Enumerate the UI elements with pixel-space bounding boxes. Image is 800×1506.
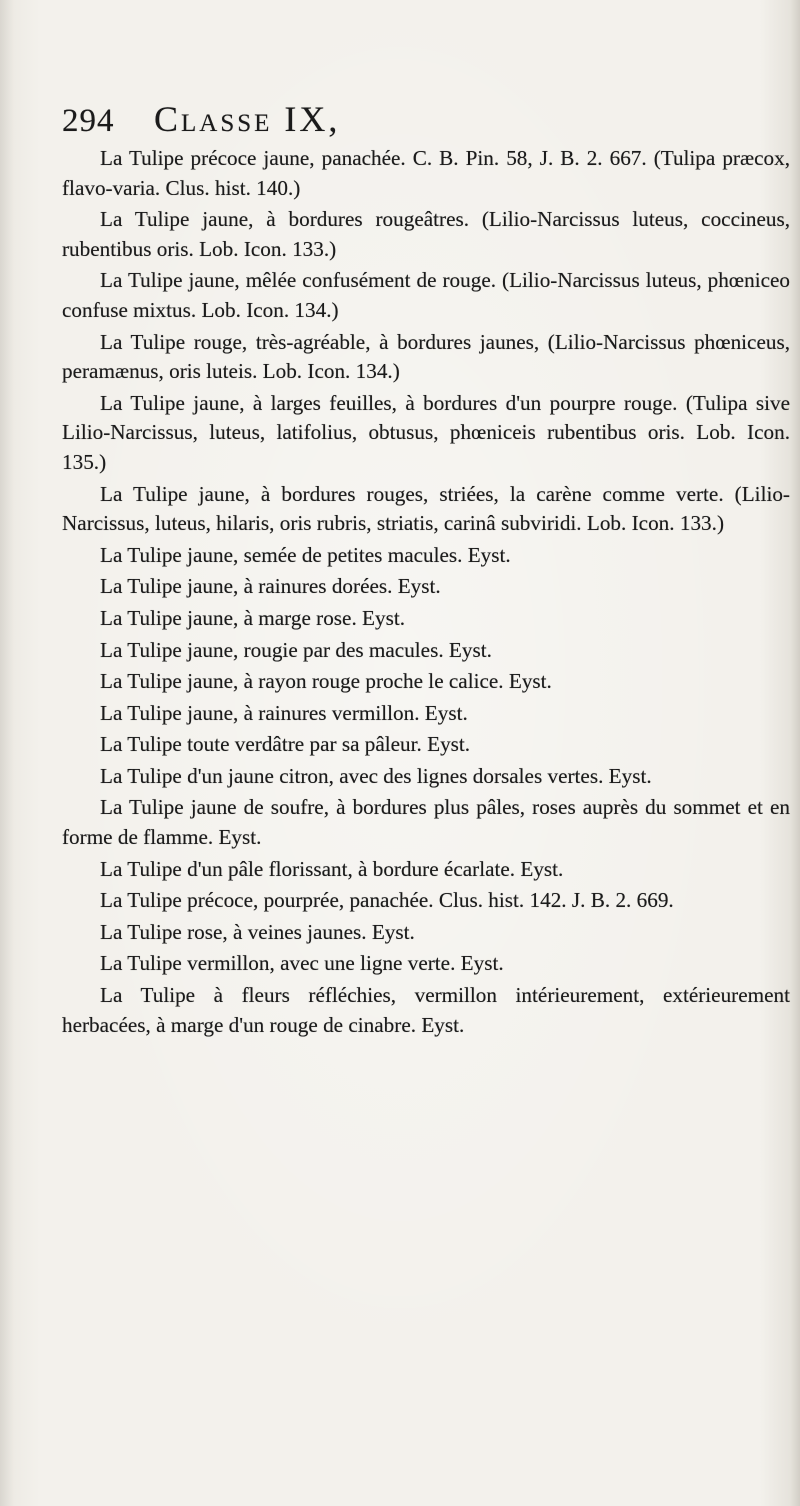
list-item: La Tulipe jaune, à bordures rougeâtres. (Lilio-Narcissus luteus, coccineus, rubentibus oris. Lob. Icon. 133.) [62, 207, 790, 261]
page-number: 294 [62, 103, 115, 139]
list-item: La Tulipe jaune, à rainures vermillon. Eyst. [100, 700, 468, 725]
tulip-variety-list [62, 144, 790, 1040]
list-item: La Tulipe jaune, semée de petites macules. Eyst. [100, 542, 511, 567]
list-item: La Tulipe jaune, rougie par des macules. Eyst. [100, 637, 492, 662]
list-item: La Tulipe jaune, à bordures rouges, striées, la carène comme verte. (Lilio-Narcissus, luteus, hilaris, oris rubris, striatis, carinâ subviridi. Lob. Icon. 133.) [62, 481, 790, 536]
list-item: La Tulipe rose, à veines jaunes. Eyst. [100, 919, 415, 944]
page-header [62, 98, 790, 140]
list-item: La Tulipe jaune de soufre, à bordures plus pâles, roses auprès du sommet et en forme de flamme. Eyst. [62, 795, 790, 850]
list-item: La Tulipe d'un pâle florissant, à bordure écarlate. Eyst. [100, 856, 564, 881]
running-head: Classe IX, [154, 99, 341, 139]
list-item: La Tulipe vermillon, avec une ligne verte. Eyst. [100, 951, 504, 976]
page-text [62, 98, 790, 1042]
list-item: La Tulipe jaune, mêlée confusément de rouge. (Lilio-Narcissus luteus, phœniceo confuse mixtus. Lob. Icon. 134.) [62, 268, 790, 322]
list-item: La Tulipe précoce, pourprée, panachée. Clus. hist. 142. J. B. 2. 669. [100, 888, 674, 913]
list-item: La Tulipe jaune, à rayon rouge proche le calice. Eyst. [100, 669, 552, 694]
list-item: La Tulipe précoce jaune, panachée. C. B. Pin. 58, J. B. 2. 667. (Tulipa præcox, flavo-varia. Clus. hist. 140.) [62, 146, 790, 200]
list-item: La Tulipe à fleurs réfléchies, vermillon intérieurement, extérieurement herbacées, à marge d'un rouge de cinabre. Eyst. [62, 983, 790, 1037]
list-item: La Tulipe d'un jaune citron, avec des lignes dorsales vertes. Eyst. [100, 763, 652, 788]
list-item: La Tulipe jaune, à rainures dorées. Eyst. [100, 574, 441, 599]
list-item: La Tulipe jaune, à marge rose. Eyst. [100, 605, 406, 630]
list-item: La Tulipe rouge, très-agréable, à bordures jaunes, (Lilio-Narcissus phœniceus, peramænus, oris luteis. Lob. Icon. 134.) [62, 329, 790, 384]
list-item: La Tulipe toute verdâtre par sa pâleur. Eyst. [100, 732, 471, 757]
list-item: La Tulipe jaune, à larges feuilles, à bordures d'un pourpre rouge. (Tulipa sive Lilio-Narcissus, luteus, latifolius, obtusus, phœniceis rubentibus oris. Lob. Icon. 135.) [62, 390, 790, 474]
